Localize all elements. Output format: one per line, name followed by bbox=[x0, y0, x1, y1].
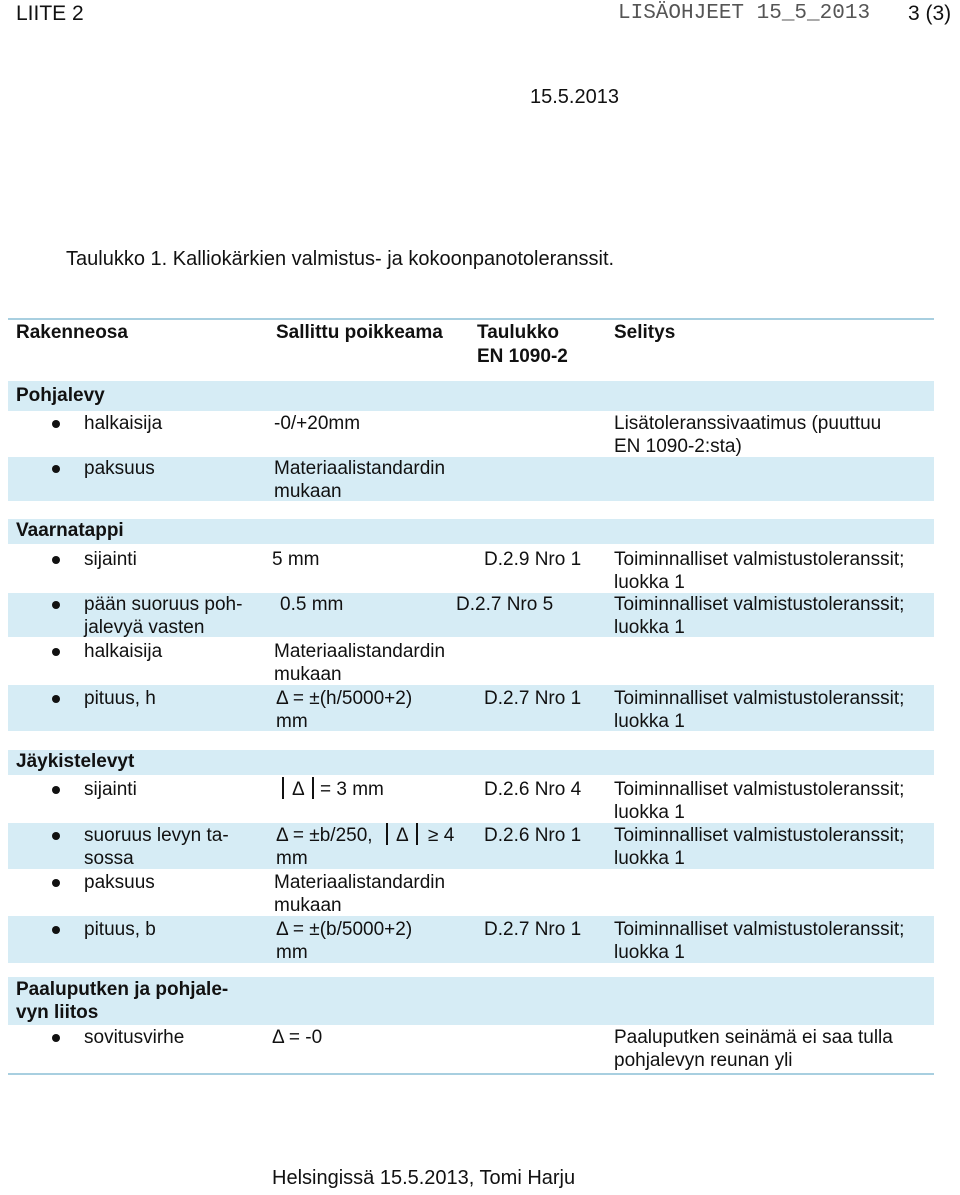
part-cell: pituus, b bbox=[84, 919, 156, 940]
description-cell: luokka 1 bbox=[614, 711, 685, 732]
bullet-icon bbox=[52, 465, 60, 473]
section-title: Pohjalevy bbox=[16, 385, 105, 406]
tolerance-cell: = 3 mm bbox=[320, 779, 384, 800]
tolerance-cell: mukaan bbox=[274, 664, 342, 685]
tolerance-cell: -0/+20mm bbox=[274, 413, 361, 434]
page-number: 3 (3) bbox=[908, 2, 952, 25]
abs-bar-left bbox=[282, 777, 284, 799]
tolerance-cell: mukaan bbox=[274, 895, 342, 916]
reference-cell: D.2.9 Nro 1 bbox=[484, 549, 582, 570]
col-header-table-standard: EN 1090-2 bbox=[477, 346, 568, 367]
part-cell: jalevyä vasten bbox=[84, 617, 205, 638]
tolerance-cell: mm bbox=[276, 942, 308, 963]
bullet-icon bbox=[52, 786, 60, 794]
part-cell: pituus, h bbox=[84, 688, 156, 709]
part-cell: suoruus levyn ta- bbox=[84, 825, 229, 846]
tolerance-cell: mm bbox=[276, 848, 308, 869]
tolerance-cell: mm bbox=[276, 711, 308, 732]
section-title: Jäykistelevyt bbox=[16, 751, 135, 772]
bullet-icon bbox=[52, 832, 60, 840]
tolerance-cell: Materiaalistandardin bbox=[274, 458, 446, 479]
tolerance-cell: Materiaalistandardin bbox=[274, 872, 446, 893]
abs-bar-right bbox=[416, 823, 418, 845]
part-cell: halkaisija bbox=[84, 641, 163, 662]
section-title: vyn liitos bbox=[16, 1002, 99, 1023]
tolerance-delta: Δ bbox=[396, 825, 409, 846]
bullet-icon bbox=[52, 556, 60, 564]
description-cell: Paaluputken seinämä ei saa tulla bbox=[614, 1027, 893, 1048]
section-title: Paaluputken ja pohjale- bbox=[16, 979, 229, 1000]
bullet-icon bbox=[52, 420, 60, 428]
description-cell: luokka 1 bbox=[614, 848, 685, 869]
description-cell: Toiminnalliset valmistustoleranssit; bbox=[614, 919, 905, 940]
description-cell: pohjalevyn reunan yli bbox=[614, 1050, 793, 1071]
bullet-icon bbox=[52, 695, 60, 703]
description-cell: EN 1090-2:sta) bbox=[614, 436, 742, 457]
section-shade bbox=[8, 381, 934, 411]
tolerance-cell: 0.5 mm bbox=[280, 594, 344, 615]
col-header-table: Taulukko bbox=[477, 322, 559, 343]
document-id: LISÄOHJEET 15_5_2013 bbox=[618, 2, 871, 25]
table-top-rule bbox=[8, 318, 934, 320]
reference-cell: D.2.7 Nro 5 bbox=[456, 594, 554, 615]
reference-cell: D.2.7 Nro 1 bbox=[484, 919, 582, 940]
bullet-icon bbox=[52, 879, 60, 887]
description-cell: luokka 1 bbox=[614, 942, 685, 963]
description-cell: Toiminnalliset valmistustoleranssit; bbox=[614, 549, 905, 570]
part-cell: sijainti bbox=[84, 779, 137, 800]
abs-bar-left bbox=[386, 823, 388, 845]
tolerance-cell: Δ = ±b/250, bbox=[276, 825, 373, 846]
part-cell: sovitusvirhe bbox=[84, 1027, 185, 1048]
description-cell: Toiminnalliset valmistustoleranssit; bbox=[614, 779, 905, 800]
description-cell: Lisätoleranssivaatimus (puuttuu bbox=[614, 413, 882, 434]
section-shade bbox=[8, 519, 934, 544]
part-cell: pään suoruus poh- bbox=[84, 594, 243, 615]
description-cell: Toiminnalliset valmistustoleranssit; bbox=[614, 825, 905, 846]
attachment-label: LIITE 2 bbox=[16, 2, 84, 25]
col-header-tolerance: Sallittu poikkeama bbox=[276, 322, 443, 343]
tolerance-cell: Δ = ±(b/5000+2) bbox=[276, 919, 413, 940]
section-title: Vaarnatappi bbox=[16, 520, 124, 541]
table-bottom-rule bbox=[8, 1073, 934, 1075]
col-header-description: Selitys bbox=[614, 322, 676, 343]
description-cell: Toiminnalliset valmistustoleranssit; bbox=[614, 688, 905, 709]
part-cell: sossa bbox=[84, 848, 134, 869]
signature-line: Helsingissä 15.5.2013, Tomi Harju bbox=[272, 1167, 576, 1189]
part-cell: halkaisija bbox=[84, 413, 163, 434]
reference-cell: D.2.7 Nro 1 bbox=[484, 688, 582, 709]
reference-cell: D.2.6 Nro 1 bbox=[484, 825, 582, 846]
bullet-icon bbox=[52, 1034, 60, 1042]
table-caption: Taulukko 1. Kalliokärkien valmistus- ja kokoonpanotoleranssit. bbox=[66, 248, 615, 270]
bullet-icon bbox=[52, 926, 60, 934]
tolerance-cell: 5 mm bbox=[272, 549, 320, 570]
reference-cell: D.2.6 Nro 4 bbox=[484, 779, 582, 800]
col-header-part: Rakenneosa bbox=[16, 322, 128, 343]
description-cell: luokka 1 bbox=[614, 572, 685, 593]
bullet-icon bbox=[52, 648, 60, 656]
tolerance-cell: ≥ 4 bbox=[428, 825, 455, 846]
description-cell: Toiminnalliset valmistustoleranssit; bbox=[614, 594, 905, 615]
description-cell: luokka 1 bbox=[614, 617, 685, 638]
part-cell: paksuus bbox=[84, 458, 155, 479]
tolerance-cell: Δ = -0 bbox=[272, 1027, 323, 1048]
abs-bar-right bbox=[312, 777, 314, 799]
section-shade bbox=[8, 750, 934, 775]
tolerance-cell: Materiaalistandardin bbox=[274, 641, 446, 662]
document-date: 15.5.2013 bbox=[530, 86, 619, 108]
bullet-icon bbox=[52, 601, 60, 609]
tolerance-cell: mukaan bbox=[274, 481, 342, 502]
description-cell: luokka 1 bbox=[614, 802, 685, 823]
part-cell: paksuus bbox=[84, 872, 155, 893]
part-cell: sijainti bbox=[84, 549, 137, 570]
tolerance-delta: Δ bbox=[292, 779, 305, 800]
tolerance-cell: Δ = ±(h/5000+2) bbox=[276, 688, 413, 709]
